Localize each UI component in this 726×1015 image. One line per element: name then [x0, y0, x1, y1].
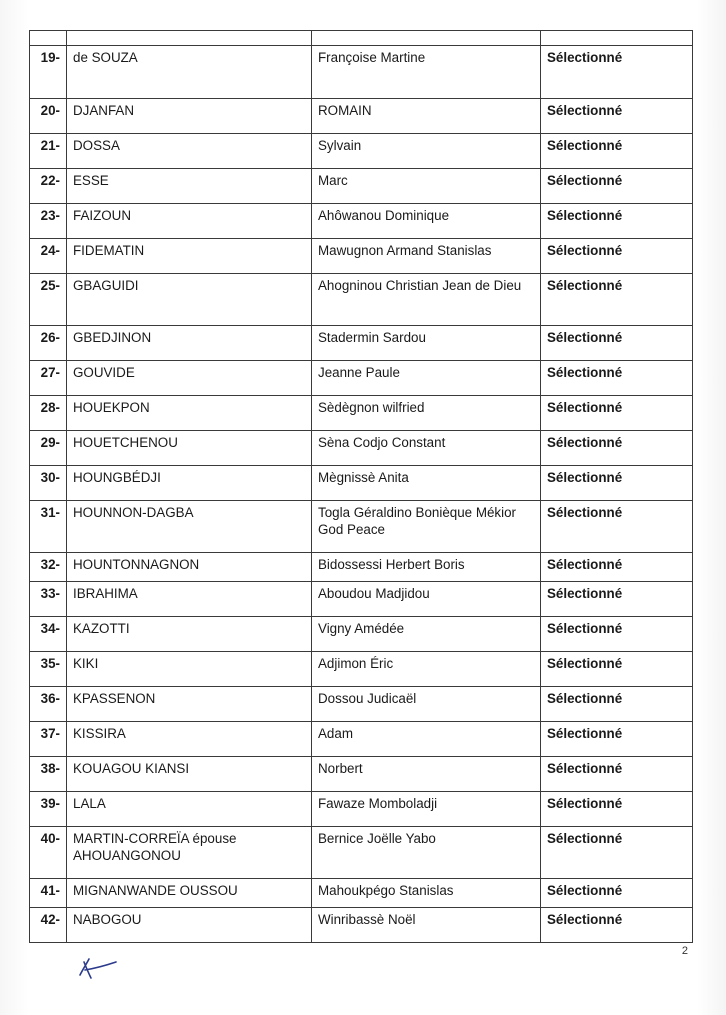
last-name: GOUVIDE: [67, 361, 312, 396]
row-number: 25-: [30, 274, 67, 326]
decision: Sélectionné: [541, 879, 693, 908]
row-number: 42-: [30, 908, 67, 943]
first-names: Fawaze Momboladji: [312, 792, 541, 827]
table-row: [30, 553, 693, 582]
table-row: [30, 722, 693, 757]
table-row: [30, 466, 693, 501]
table-row: [30, 239, 693, 274]
table-row: [30, 582, 693, 617]
decision: Sélectionné: [541, 46, 693, 99]
table-row: [30, 617, 693, 652]
row-number: 26-: [30, 326, 67, 361]
first-names: Mawugnon Armand Stanislas: [312, 239, 541, 274]
last-name: ESSE: [67, 169, 312, 204]
row-number: 34-: [30, 617, 67, 652]
decision: Sélectionné: [541, 617, 693, 652]
row-number: 41-: [30, 879, 67, 908]
last-name: HOUNTONNAGNON: [67, 553, 312, 582]
first-names: Norbert: [312, 757, 541, 792]
selection-table: [29, 30, 693, 943]
first-names: Mègnissè Anita: [312, 466, 541, 501]
decision: Sélectionné: [541, 396, 693, 431]
table-row: [30, 652, 693, 687]
decision: Sélectionné: [541, 722, 693, 757]
table-row: [30, 792, 693, 827]
table-row: [30, 326, 693, 361]
table-header-row: [30, 31, 693, 46]
table-row: [30, 757, 693, 792]
first-names: Vigny Amédée: [312, 617, 541, 652]
last-name: HOUNNON-DAGBA: [67, 501, 312, 553]
table-row: [30, 908, 693, 943]
first-names: Françoise Martine: [312, 46, 541, 99]
row-number: 39-: [30, 792, 67, 827]
row-number: 29-: [30, 431, 67, 466]
decision: Sélectionné: [541, 239, 693, 274]
last-name: KAZOTTI: [67, 617, 312, 652]
first-names: Aboudou Madjidou: [312, 582, 541, 617]
last-name: FIDEMATIN: [67, 239, 312, 274]
table-row: [30, 274, 693, 326]
row-number: 21-: [30, 134, 67, 169]
table-row: [30, 46, 693, 99]
table-row: [30, 827, 693, 879]
header-cell: [67, 31, 312, 46]
table-row: [30, 134, 693, 169]
table-row: [30, 431, 693, 466]
first-names: Bidossessi Herbert Boris: [312, 553, 541, 582]
table-row: [30, 204, 693, 239]
first-names: Sèdègnon wilfried: [312, 396, 541, 431]
first-names: Adjimon Éric: [312, 652, 541, 687]
first-names: Jeanne Paule: [312, 361, 541, 396]
row-number: 37-: [30, 722, 67, 757]
last-name: MIGNANWANDE OUSSOU: [67, 879, 312, 908]
last-name: DOSSA: [67, 134, 312, 169]
last-name: GBAGUIDI: [67, 274, 312, 326]
first-names: Adam: [312, 722, 541, 757]
decision: Sélectionné: [541, 908, 693, 943]
table-row: [30, 879, 693, 908]
decision: Sélectionné: [541, 582, 693, 617]
decision: Sélectionné: [541, 687, 693, 722]
decision: Sélectionné: [541, 792, 693, 827]
first-names: Dossou Judicaël: [312, 687, 541, 722]
first-names: ROMAIN: [312, 99, 541, 134]
first-names: Togla Géraldino Bonièque Mékior God Peace: [312, 501, 541, 553]
signature-icon: [74, 953, 122, 983]
first-names: Stadermin Sardou: [312, 326, 541, 361]
row-number: 33-: [30, 582, 67, 617]
first-names: Bernice Joëlle Yabo: [312, 827, 541, 879]
last-name: FAIZOUN: [67, 204, 312, 239]
decision: Sélectionné: [541, 169, 693, 204]
table-row: [30, 361, 693, 396]
decision: Sélectionné: [541, 501, 693, 553]
row-number: 27-: [30, 361, 67, 396]
table-row: [30, 687, 693, 722]
decision: Sélectionné: [541, 652, 693, 687]
last-name: de SOUZA: [67, 46, 312, 99]
decision: Sélectionné: [541, 99, 693, 134]
decision: Sélectionné: [541, 134, 693, 169]
row-number: 35-: [30, 652, 67, 687]
last-name: KOUAGOU KIANSI: [67, 757, 312, 792]
row-number: 23-: [30, 204, 67, 239]
last-name: MARTIN-CORREÏA épouse AHOUANGONOU: [67, 827, 312, 879]
table-row: [30, 169, 693, 204]
last-name: KISSIRA: [67, 722, 312, 757]
last-name: HOUNGBÉDJI: [67, 466, 312, 501]
last-name: HOUEKPON: [67, 396, 312, 431]
first-names: Ahogninou Christian Jean de Dieu: [312, 274, 541, 326]
row-number: 28-: [30, 396, 67, 431]
first-names: Mahoukpégo Stanislas: [312, 879, 541, 908]
decision: Sélectionné: [541, 827, 693, 879]
header-cell: [312, 31, 541, 46]
last-name: HOUETCHENOU: [67, 431, 312, 466]
row-number: 30-: [30, 466, 67, 501]
first-names: Ahôwanou Dominique: [312, 204, 541, 239]
row-number: 36-: [30, 687, 67, 722]
decision: Sélectionné: [541, 274, 693, 326]
first-names: Sylvain: [312, 134, 541, 169]
header-cell: [30, 31, 67, 46]
row-number: 24-: [30, 239, 67, 274]
table-row: [30, 99, 693, 134]
first-names: Marc: [312, 169, 541, 204]
last-name: DJANFAN: [67, 99, 312, 134]
decision: Sélectionné: [541, 361, 693, 396]
decision: Sélectionné: [541, 466, 693, 501]
table-row: [30, 396, 693, 431]
decision: Sélectionné: [541, 553, 693, 582]
last-name: KIKI: [67, 652, 312, 687]
decision: Sélectionné: [541, 757, 693, 792]
last-name: KPASSENON: [67, 687, 312, 722]
row-number: 31-: [30, 501, 67, 553]
first-names: Sèna Codjo Constant: [312, 431, 541, 466]
header-cell: [541, 31, 693, 46]
last-name: GBEDJINON: [67, 326, 312, 361]
row-number: 38-: [30, 757, 67, 792]
row-number: 19-: [30, 46, 67, 99]
row-number: 32-: [30, 553, 67, 582]
table-row: [30, 501, 693, 553]
decision: Sélectionné: [541, 431, 693, 466]
last-name: IBRAHIMA: [67, 582, 312, 617]
decision: Sélectionné: [541, 204, 693, 239]
last-name: NABOGOU: [67, 908, 312, 943]
last-name: LALA: [67, 792, 312, 827]
decision: Sélectionné: [541, 326, 693, 361]
first-names: Winribassè Noël: [312, 908, 541, 943]
row-number: 22-: [30, 169, 67, 204]
row-number: 40-: [30, 827, 67, 879]
row-number: 20-: [30, 99, 67, 134]
page-number: 2: [681, 945, 688, 957]
